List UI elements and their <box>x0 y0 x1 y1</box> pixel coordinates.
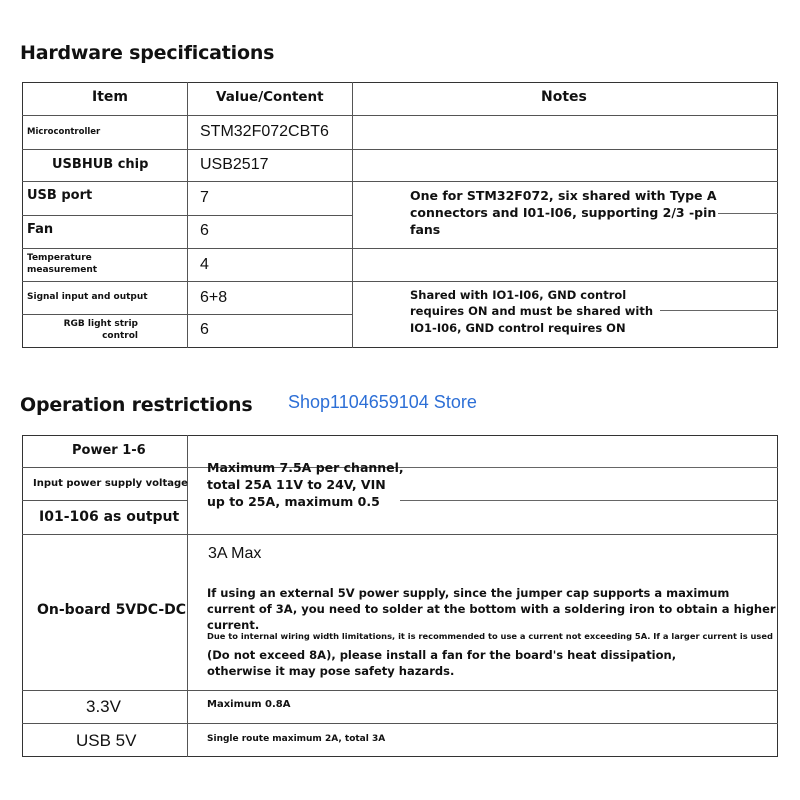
store-label: Shop1104659104 Store <box>288 392 477 412</box>
row-item-microcontroller: Microcontroller <box>27 127 101 137</box>
row-item-usb-port: USB port <box>27 188 93 203</box>
row-item-rgb: RGB light strip control <box>63 319 138 341</box>
header-value: Value/Content <box>216 89 324 105</box>
op-onboard-note2a: Due to internal wiring width limitations, it is recommended to use a current not exceeding 5A. If a larger current is used <box>207 631 773 641</box>
op-usb5v-note: Single route maximum 2A, total 3A <box>207 734 386 744</box>
op-power: Power 1-6 <box>72 443 146 458</box>
row-item-signal: Signal input and output <box>27 292 148 302</box>
op-input-voltage: Input power supply voltage <box>33 478 188 489</box>
row-value-usbhub: USB2517 <box>200 156 269 173</box>
op-v33-note: Maximum 0.8A <box>207 699 291 710</box>
op-onboard-note2b: (Do not exceed 8A), please install a fan for the board's heat dissipation, otherwise it may pose safety hazards. <box>207 648 677 678</box>
row-value-signal: 6+8 <box>200 289 228 306</box>
op-onboard-max: 3A Max <box>208 545 262 562</box>
header-item: Item <box>92 89 128 105</box>
row-item-temperature: Temperature measurement <box>27 253 98 275</box>
header-notes: Notes <box>541 89 587 105</box>
row-note-signal: Shared with IO1-I06, GND control requires ON and must be shared with <box>410 288 654 318</box>
op-onboard-note1: If using an external 5V power supply, since the jumper cap supports a maximum current of 3A, you need to solder at the bottom with a soldering iron to obtain a higher current. <box>207 586 776 632</box>
operation-title: Operation restrictions <box>20 394 253 416</box>
op-v33: 3.3V <box>86 697 121 716</box>
row-item-usbhub: USBHUB chip <box>52 157 149 172</box>
op-usb5v: USB 5V <box>76 731 137 750</box>
row-value-temperature: 4 <box>200 256 209 273</box>
row-note-rgb: IO1-I06, GND control requires ON <box>410 321 626 335</box>
row-value-fan: 6 <box>200 222 209 239</box>
op-io-output: I01-106 as output <box>39 509 180 525</box>
row-item-fan: Fan <box>27 222 54 237</box>
op-onboard: On-board 5VDC-DC <box>37 602 187 618</box>
hardware-title: Hardware specifications <box>20 42 275 64</box>
row-note-usb-port: One for STM32F072, six shared with Type A connectors and I01-I06, supporting 2/3 -pin fans <box>410 188 717 237</box>
row-value-rgb: 6 <box>200 321 209 338</box>
row-value-usb-port: 7 <box>200 189 209 206</box>
op-group-note: Maximum 7.5A per channel, total 25A 11V to 24V, VIN up to 25A, maximum 0.5 <box>207 460 404 509</box>
row-value-microcontroller: STM32F072CBT6 <box>200 123 329 140</box>
